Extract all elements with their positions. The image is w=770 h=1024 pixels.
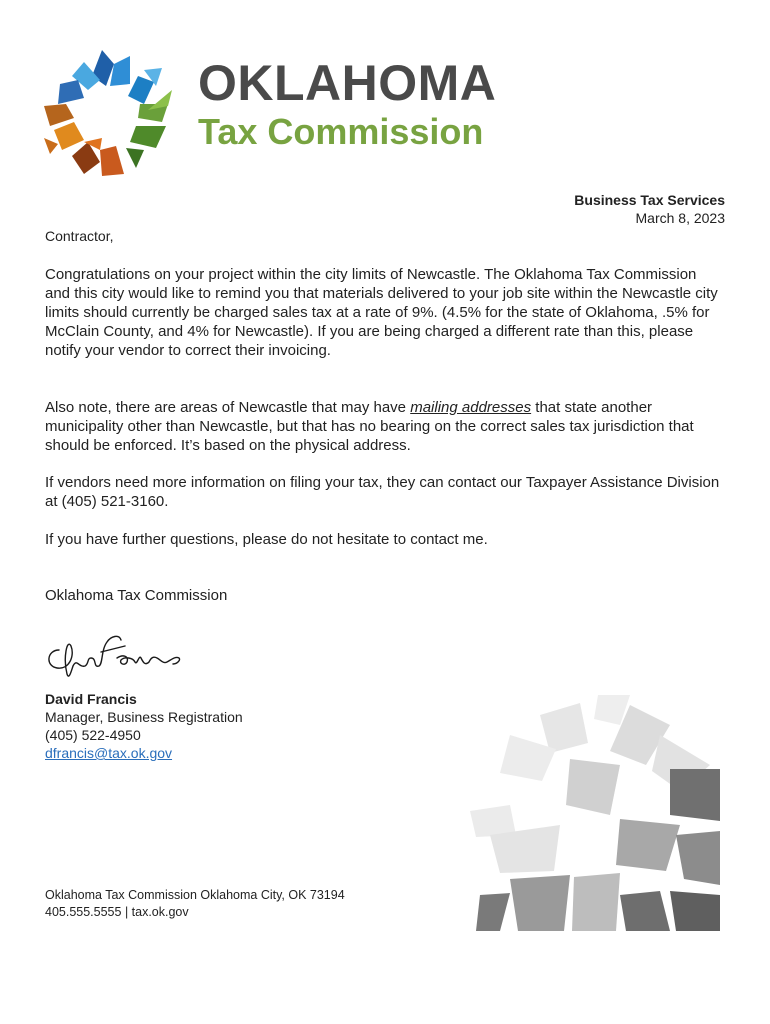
paragraph-3: If vendors need more information on filing your tax, they can contact our Taxpayer Assistance Division at (405) 521-3160. (45, 474, 720, 510)
signer-email-link[interactable]: dfrancis@tax.ok.gov (45, 745, 173, 761)
paragraph-1: Congratulations on your project within the city limits of Newcastle. The Oklahoma Tax Commission and this city would like to remind you that materials delivered to your job site within the Newcastle city limits should currently be charged sales tax at a rate of 9%. (4.5% for the state of Oklahoma, .5% for McClain County, and 4% for Newcastle). If you are being charged a different rate than this, please notify your vendor to correct their invoicing. (45, 266, 718, 359)
logo-title: OKLAHOMA (198, 55, 497, 111)
oklahoma-star-logo (44, 46, 174, 178)
paragraph-2-start: Also note, there are areas of Newcastle that may have (45, 399, 411, 416)
department-heading: Business Tax Services (574, 192, 725, 208)
decorative-star-graphic (470, 695, 720, 931)
greeting: Contractor, (45, 228, 114, 244)
paragraph-4: If you have further questions, please do not hesitate to contact me. (45, 531, 488, 548)
letter-date: March 8, 2023 (635, 210, 725, 226)
handwritten-signature (45, 628, 185, 682)
paragraph-2 (45, 398, 725, 455)
footer-address: Oklahoma Tax Commission Oklahoma City, OK 73194 (45, 888, 345, 902)
footer-contact: 405.555.5555 | tax.ok.gov (45, 905, 189, 919)
paragraph-2-end: that state another municipality other than Newcastle, but that has no bearing on the correct sales tax jurisdiction that should be enforced. It’s based on the physical address. (45, 399, 694, 454)
mailing-addresses-emphasis: mailing addresses (410, 399, 532, 416)
signer-phone: (405) 522-4950 (45, 727, 141, 743)
signer-title: Manager, Business Registration (45, 709, 243, 725)
signer-name: David Francis (45, 691, 137, 707)
signer-block (45, 690, 243, 762)
footer (45, 887, 345, 921)
logo-subtitle: Tax Commission (198, 111, 484, 152)
closing-line: Oklahoma Tax Commission (45, 587, 228, 604)
